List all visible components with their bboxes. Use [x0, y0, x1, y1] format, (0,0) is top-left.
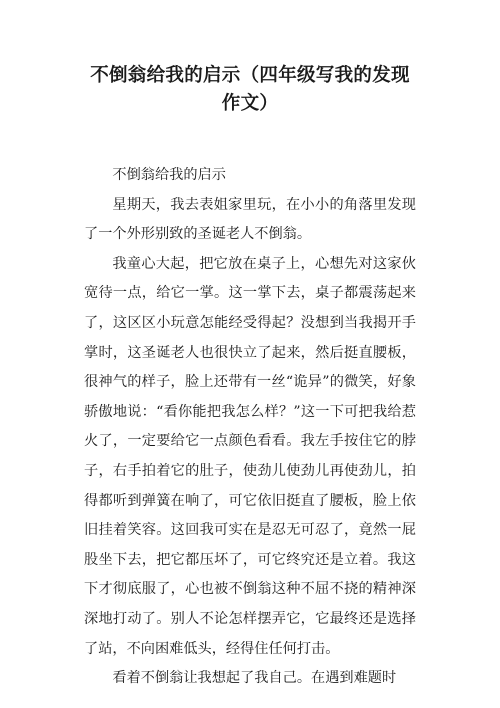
paragraph: 看着不倒翁让我想起了我自己。在遇到难题时: [112, 670, 397, 687]
paragraph-subtitle: 不倒翁给我的启示: [112, 167, 226, 183]
paragraph: 星期天，我去表姐家里玩，在小小的角落里发现了一个外形别致的圣诞老人不倒翁。: [84, 196, 416, 243]
paragraph: 我童心大起，把它放在桌子上，心想先对这家伙宽待一点，给它一掌。这一掌下去，桌子都震荡起来了，这区区小玩意怎能经受得起？没想到当我揭开手掌时，这圣诞老人也很快立了起来，然后挺直腰板，很神气的样子，脸上还带有一丝“诡异”的微笑，好象骄傲地说：“看你能把我怎么样？”这一下可把我给惹火了，一定要给它一点颜色看看。我左手按住它的脖子，右手拍着它的肚子，使劲儿使劲儿再使劲儿，拍得都听到弹簧在响了，可它依旧挺直了腰板，脸上依旧挂着笑容。这回我可实在是忍无可忍了，竟然一屁股坐下去，把它都压坏了，可它终究还是立着。我这下才彻底服了，心也被不倒翁这种不屈不挠的精神深深地打动了。别人不论怎样摆弄它，它最终还是选择了站，不向困难低头，经得住任何打击。: [84, 255, 416, 657]
document-body: [84, 161, 416, 694]
document-title: 不倒翁给我的启示（四年级写我的发现作文）: [90, 65, 410, 114]
